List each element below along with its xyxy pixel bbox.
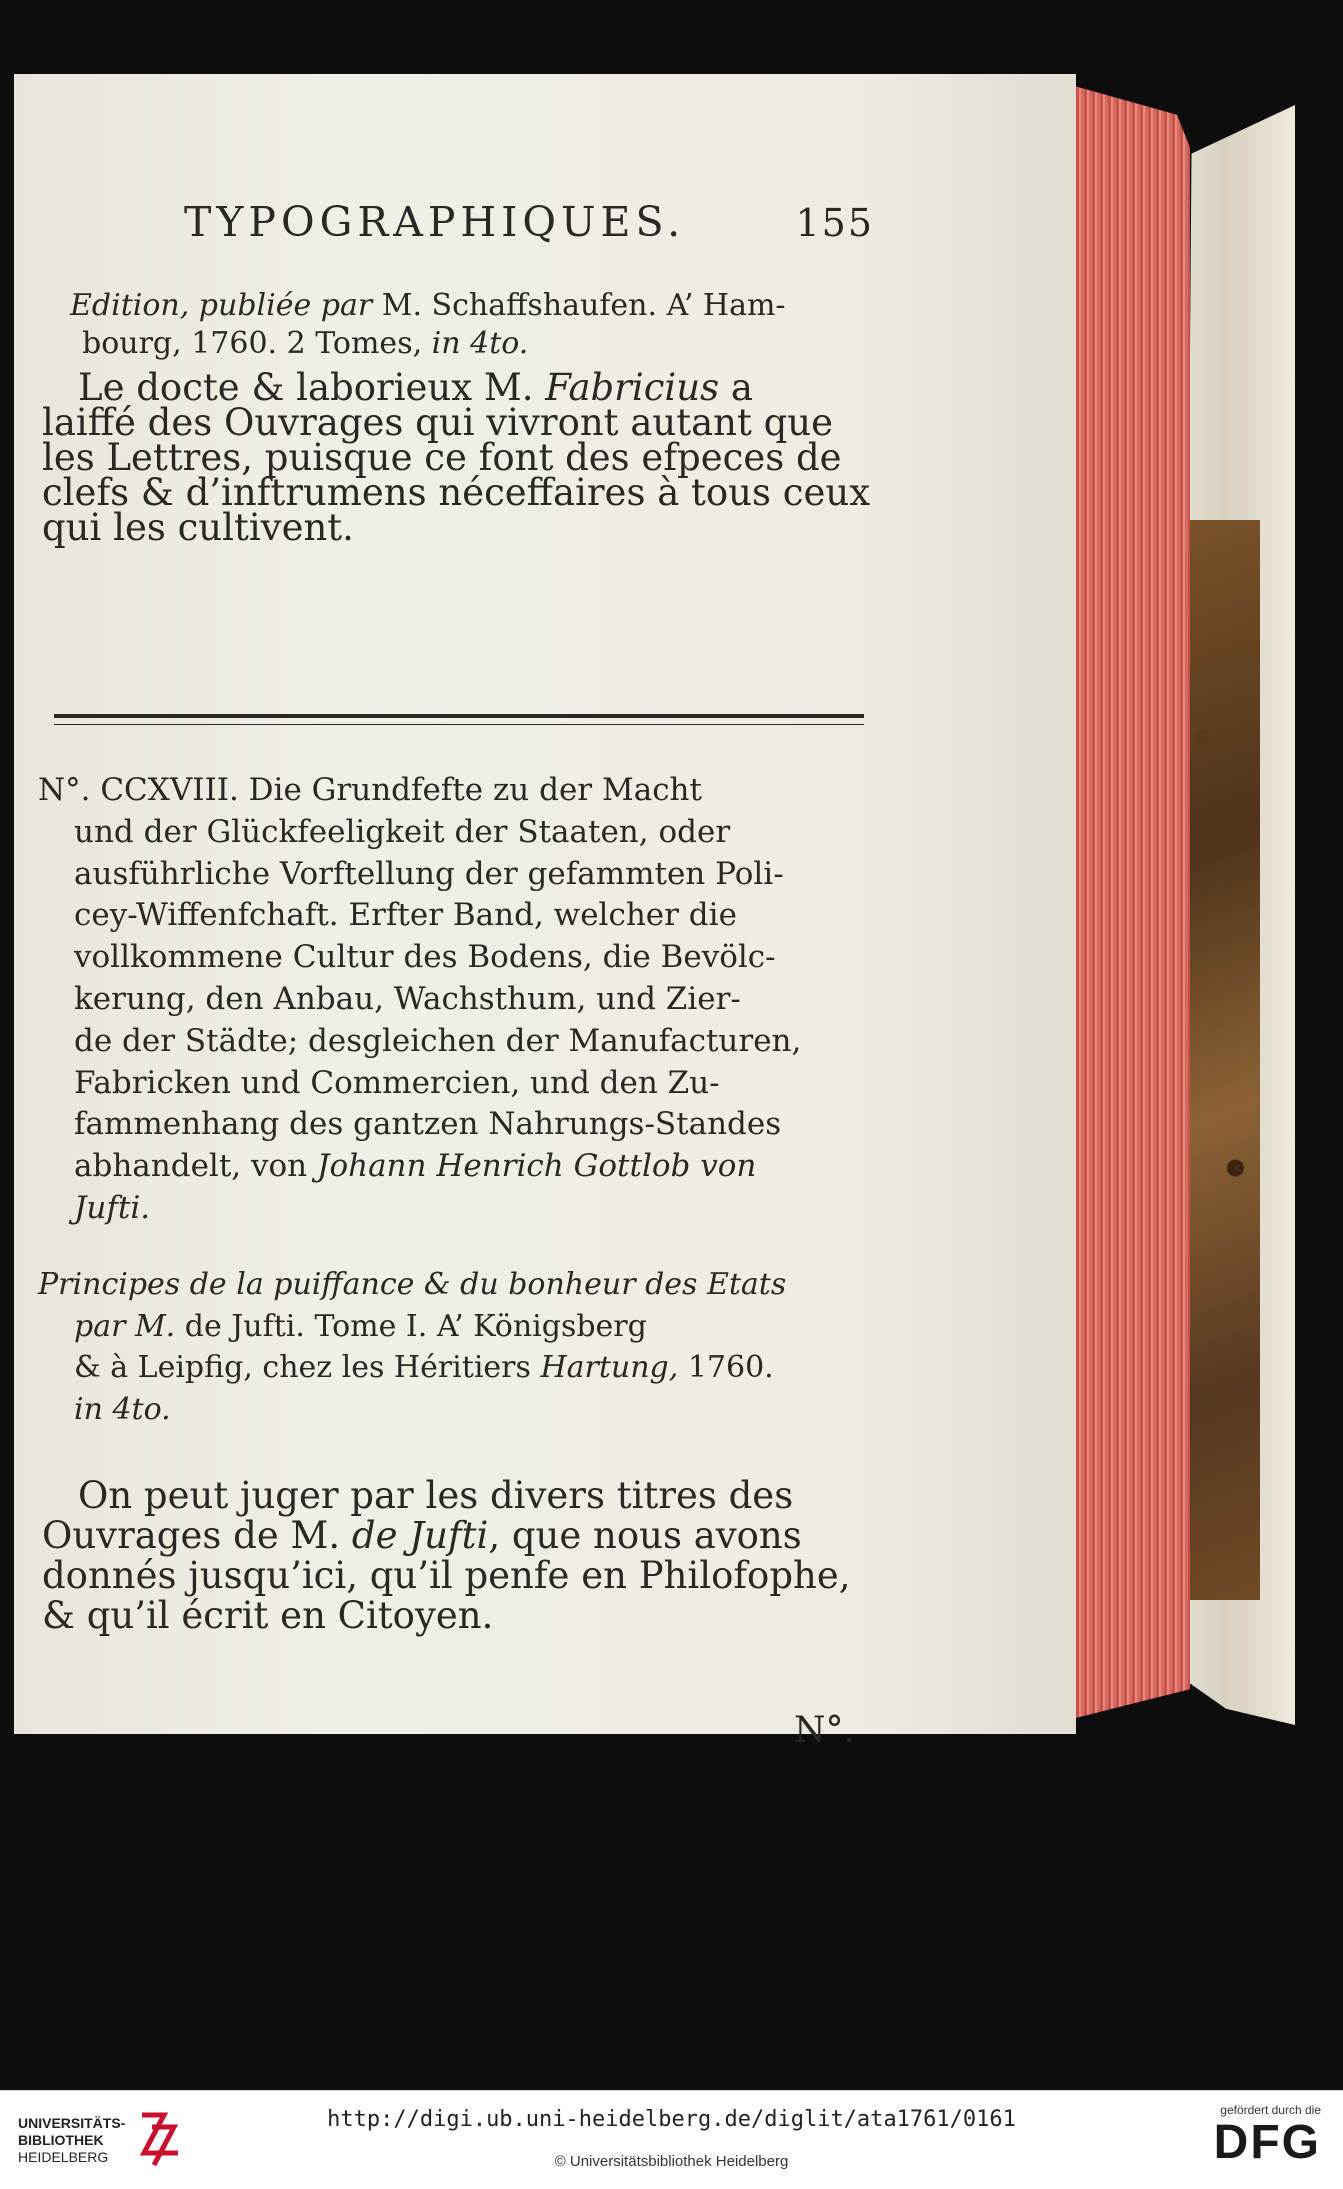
edition_line-text: M. Schaffshaufen. A’ Ham- <box>381 288 786 323</box>
principes-line <box>38 1306 786 1348</box>
fabricius-text: a <box>719 366 753 409</box>
dfg-logo: DFG <box>1213 2116 1321 2169</box>
fabricius-line <box>42 506 870 549</box>
closing-text: Ouvrages de M. <box>42 1514 352 1557</box>
copyright-notice: © Universitätsbibliothek Heidelberg <box>554 2153 789 2170</box>
footer-bar <box>0 2090 1343 2189</box>
edition_line2-text: in 4to. <box>431 326 529 361</box>
entry-line <box>38 1021 801 1063</box>
library-name-line1: UNIVERSITÄTS- <box>18 2115 126 2131</box>
library-name-line2: BIBLIOTHEK <box>18 2132 104 2148</box>
principes-text: Hartung, <box>540 1350 679 1385</box>
running-head-title: TYPOGRAPHIQUES. <box>184 198 686 246</box>
closing-line <box>42 1516 851 1556</box>
closing-line <box>42 1556 851 1596</box>
funder-block <box>1214 2103 1321 2169</box>
fabricius-line <box>42 401 870 444</box>
principes-line <box>38 1264 786 1306</box>
fabricius-text: Le docte & laborieux M. <box>78 366 546 409</box>
entry-line <box>38 1104 801 1146</box>
entry-text: Fabricken und Commercien, und den Zu- <box>74 1064 720 1101</box>
fabricius-text: les Lettres, puisque ce font des efpeces de <box>42 436 842 479</box>
entry-line <box>38 812 801 854</box>
fabricius-text: laiffé des Ouvrages qui vivront autant que <box>42 401 834 444</box>
principes-entry <box>38 1264 786 1430</box>
fabricius-text: clefs & d’inftrumens néceffaires à tous ceux <box>42 471 871 514</box>
funder-label: gefördert durch die <box>1220 2103 1321 2117</box>
entry-line <box>38 937 801 979</box>
fabricius-line <box>42 436 870 479</box>
entry-line <box>38 1063 801 1105</box>
entry-text: ausführliche Vorftellung der gefammten Poli- <box>74 855 784 892</box>
principes-text: par M. <box>74 1308 176 1344</box>
section-rule-thick <box>54 714 864 718</box>
red-page-edges <box>1060 82 1190 1722</box>
principes-text: 1760. <box>678 1350 774 1385</box>
closing-text: , que nous avons <box>488 1514 802 1557</box>
closing-text: de Jufti <box>351 1514 489 1557</box>
edition_line2-text: bourg, 1760. 2 Tomes, <box>82 326 432 361</box>
section-rule-thin <box>54 724 864 725</box>
closing-text: donnés jusqu’ici, qu’il penfe en Philofophe, <box>42 1554 851 1597</box>
edition_line-text: Edition, publiée par <box>70 288 382 323</box>
marbled-cover <box>1178 520 1260 1600</box>
closing-text: On peut juger par les divers titres des <box>78 1474 794 1517</box>
principes-line <box>38 1389 786 1431</box>
fabricius-text: qui les cultivent. <box>42 506 354 549</box>
fabricius-line <box>42 366 870 409</box>
entry-line <box>38 979 801 1021</box>
fabricius-paragraph <box>42 366 871 549</box>
entry-line <box>38 1188 801 1230</box>
entry-text: de der Städte; desgleichen der Manufacturen, <box>74 1022 802 1059</box>
entry-text: cey-Wiffenfchaft. Erfter Band, welcher die <box>74 897 737 934</box>
catchword: N°. <box>794 1710 855 1751</box>
principes-text: in 4to. <box>74 1391 171 1427</box>
entry-text: N°. CCXVIII. Die Grundfefte zu der Macht <box>38 772 702 808</box>
principes-line <box>38 1347 786 1389</box>
closing-line <box>42 1476 851 1516</box>
entry-text: Johann Henrich Gottlob von <box>317 1148 757 1185</box>
entry-line <box>38 895 801 937</box>
principes-text: & à Leipfig, chez les Héritiers <box>74 1350 541 1385</box>
running-head <box>184 198 874 246</box>
edition-line <box>70 288 786 323</box>
entry-ccxviii <box>38 770 801 1230</box>
entry-line <box>38 1146 801 1188</box>
closing-line <box>42 1596 851 1636</box>
entry-text: fammenhang des gantzen Nahrungs-Standes <box>74 1106 782 1143</box>
principes-text: Principes de la puiffance & du bonheur des Etats <box>38 1267 787 1302</box>
entry-text: vollkommene Cultur des Bodens, die Bevölc- <box>74 939 776 976</box>
page-number: 155 <box>795 201 874 245</box>
entry-text: Jufti. <box>74 1189 151 1226</box>
entry-line <box>38 770 801 812</box>
closing-text: & qu’il écrit en Citoyen. <box>42 1594 494 1637</box>
closing-paragraph <box>42 1476 851 1636</box>
library-name-line3: HEIDELBERG <box>18 2149 109 2165</box>
fabricius-line <box>42 471 871 514</box>
principes-text: de Jufti. Tome I. A’ Königsberg <box>175 1308 647 1344</box>
edition-line-2 <box>82 326 528 361</box>
permalink-url[interactable]: http://digi.ub.uni-heidelberg.de/diglit/ata1761/0161 <box>327 2107 1016 2132</box>
entry-text: abhandelt, von <box>74 1148 318 1185</box>
entry-text: kerung, den Anbau, Wachsthum, und Zier- <box>74 980 741 1017</box>
entry-line <box>38 854 801 896</box>
entry-text: und der Glückfeeligkeit der Staaten, oder <box>74 813 731 850</box>
fabricius-text: Fabricius <box>545 366 720 409</box>
book-page <box>14 74 1076 1751</box>
